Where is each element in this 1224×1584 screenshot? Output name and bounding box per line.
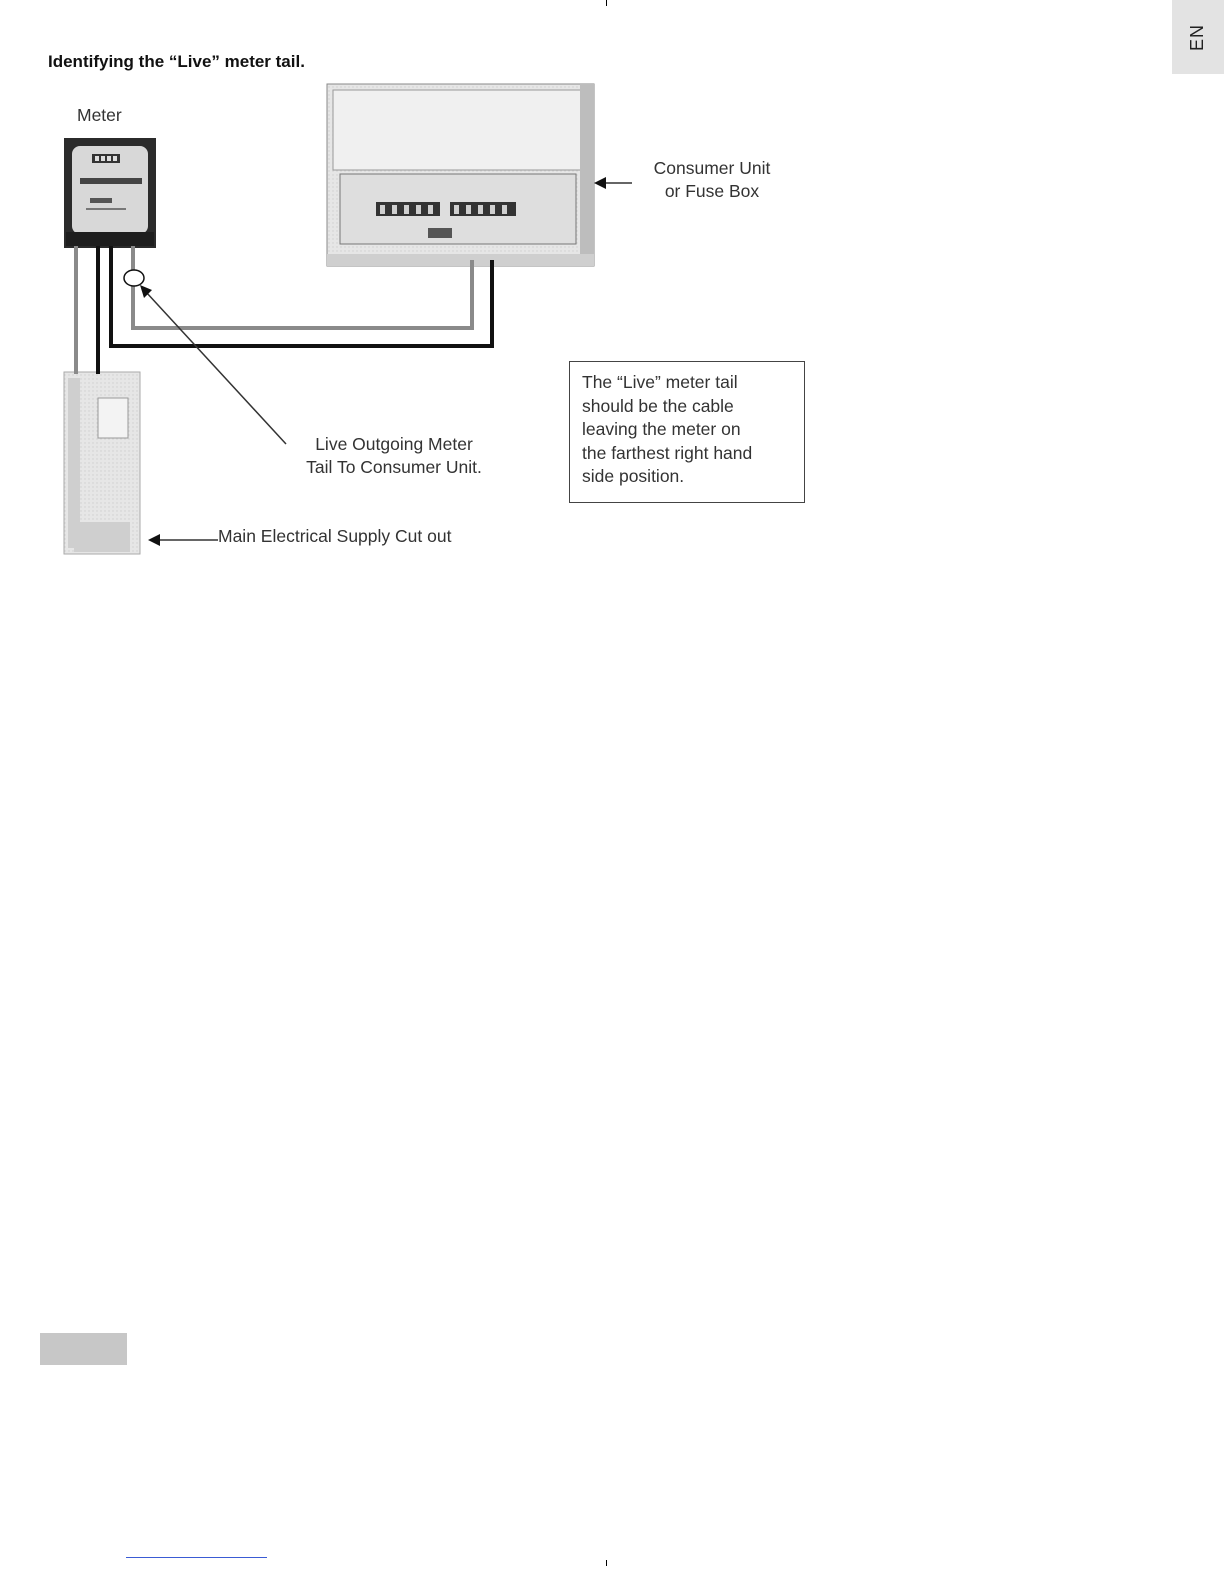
footer-link-underline[interactable] xyxy=(126,1557,267,1558)
live-tail-label-line1: Live Outgoing Meter xyxy=(315,434,473,454)
consumer-unit-arrow xyxy=(594,177,632,189)
meter-tail-figure xyxy=(40,82,820,582)
consumer-unit-label-line1: Consumer Unit xyxy=(653,158,771,178)
section-heading: Identifying the “Live” meter tail. xyxy=(48,52,305,71)
meter-label: Meter xyxy=(77,105,122,125)
cutout-label: Main Electrical Supply Cut out xyxy=(218,526,452,546)
crop-mark-bottom xyxy=(606,1560,607,1566)
note-line-3: leaving the meter on xyxy=(582,419,741,439)
note-line-2: should be the cable xyxy=(582,395,734,416)
note-line-4: the farthest right hand xyxy=(582,442,753,463)
consumer-unit-image xyxy=(327,84,594,266)
language-tab xyxy=(1172,0,1224,74)
crop-mark-top xyxy=(606,0,607,6)
live-tail-arrow xyxy=(140,285,286,444)
live-tail-label xyxy=(288,433,500,479)
meter-image xyxy=(64,138,156,248)
cutout-image xyxy=(64,372,140,554)
consumer-unit-label xyxy=(638,157,786,203)
live-tail-highlight xyxy=(124,270,144,286)
grey-label-block xyxy=(40,1333,127,1365)
note-line-1: The “Live” meter tail xyxy=(582,372,738,392)
note-line-5: side position. xyxy=(582,466,685,486)
language-tab-label: EN xyxy=(1187,23,1208,51)
cutout-arrow xyxy=(148,534,218,546)
live-tail-note-box xyxy=(569,361,805,503)
consumer-unit-label-line2: or Fuse Box xyxy=(664,181,760,201)
live-tail-label-line2: Tail To Consumer Unit. xyxy=(306,457,482,477)
